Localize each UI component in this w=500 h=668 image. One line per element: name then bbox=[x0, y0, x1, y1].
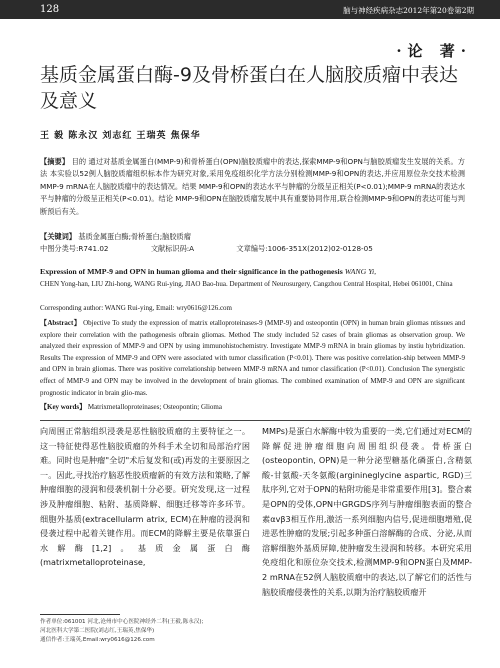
clc-number: 中图分类号:R741.02 bbox=[40, 244, 109, 253]
english-abstract-label: 【Abstract】 bbox=[40, 319, 82, 327]
corresponding-author: Corresponding author: WANG Rui-ying, Email: wry0616@126.com bbox=[40, 304, 232, 312]
english-keywords bbox=[40, 402, 222, 412]
english-abstract-text: Objective To study the expression of matrix etalloproteinases-9 (MMP-9) and osteopontin (OPN) in human brain gliomas ntissues and explore their correlation with the pathogenesis ofbrain gliomas. Method The study included 52 cases of brain gliomas as observation group. We analyzed their expression of MMP-9 and OPN by using immunohistochemistry. Investigate MMP-9 mRNA in brain gliomas by instiu hybridization. Results The expression of MMP-9 and OPN were associated with tumor classification (P<0.01). There was positive correlation-ship between MMP-9 and OPN in brain gliomas. There was positive correlationship between MMP-9 mRNA and tumor classification (P<0.01). Conclusion The synergistic effect of MMP-9 and OPN may be involved in the development of brain gliomas. The combined examination of MMP-9 and OPN are significant prognostic indicator in brain glio-mas. bbox=[40, 319, 465, 397]
footnote bbox=[40, 618, 250, 646]
section-tag: ·论 著· bbox=[396, 42, 472, 60]
english-keywords-text: Matrixmetalloproteinases; Osteopontin; Glioma bbox=[87, 403, 222, 411]
english-abstract bbox=[40, 318, 465, 399]
body-column-right: MMPs)是蛋白水解酶中较为重要的一类,它们通过对ECM的降解促进肿瘤细胞向周围组织侵袭。骨桥蛋白(osteopontin, OPN)是一种分泌型糖基化磷蛋白,含精氨酸-甘氨酸-天冬氨酸(arginineglycine aspartic, RGD)三肽序列,它对于OPN的粘附功能是非常重要作用[3]。整合素是OPN的受体,OPN中GRGDS序列与肿瘤细胞表面的整合素αvβ3相互作用,激活一系列细胞内信号,促进细胞增殖,促进恶性肿瘤的发展;引起多种蛋白溶解酶的合成、分泌,从而溶解细胞外基质屏障,使肿瘤发生浸润和转移。本研究采用免疫组化和原位杂交技术,检测MMP-9和OPN蛋白及MMP-2 mRNA在52例人脑胶质瘤中的表达,以了解它们的活性与脑胶质瘤侵袭性的关系,以期为治疗脑胶质瘤开 bbox=[262, 426, 472, 597]
english-keywords-label: 【Key words】 bbox=[40, 403, 87, 411]
article-title: 基质金属蛋白酶-9及骨桥蛋白在人脑胶质瘤中表达及意义 bbox=[40, 64, 458, 112]
abstract-label: 【摘要】 bbox=[40, 157, 70, 166]
document-code: 文献标识码:A bbox=[150, 244, 195, 253]
author-list: 王 毅 陈永汉 刘志红 王瑞英 焦保华 bbox=[40, 131, 201, 141]
keywords-text: 基质金属蛋白酶;骨桥蛋白;脑胶质瘤 bbox=[78, 232, 191, 241]
journal-info: 脑与神经疾病杂志2012年第20卷第2期 bbox=[343, 6, 474, 15]
footnote-affiliation-2: 河北医科大学第二医院(刘志红,王瑞英,焦保华) bbox=[40, 628, 155, 635]
english-title-text: Expression of MMP-9 and OPN in human glioma and their significance in the pathogenesis bbox=[40, 267, 343, 276]
english-authors: CHEN Yong-han, LIU Zhi-hong, WANG Rui-ying, JIAO Bao-hua. Department of Neurosurgery, Cangzhou Central Hospital, Hebei 061001, China bbox=[40, 280, 453, 288]
article-number: 文章编号:1006-351X(2012)02-0128-05 bbox=[236, 244, 373, 253]
english-first-author: WANG Yi, bbox=[344, 267, 377, 276]
footnote-correspondence: 通信作者:王瑞英,Email:wry0616@126.com bbox=[40, 637, 155, 644]
abstract-text: 目的 通过对基质金属蛋白(MMP-9)和骨桥蛋白(OPN)脑胶质瘤中的表达,探索MMP-9和OPN与脑胶质瘤发生发展的关系。方法 本实验以52例人脑胶质瘤组织标本作为研究对象,采用免疫组织化学方法分别检测MMP-9和OPN的表达,并应用原位杂交技术检测MMP-9 mRNA在人脑胶质瘤中的表达情况。结果 MMP-9和OPN的表达水平与肿瘤的分级呈正相关(P<0.01);MMP-9 mRNA的表达水平与肿瘤的分级呈正相关(P<0.01)。结论 MMP-9和OPN在脑胶质瘤发展中具有重要协同作用,联合检测MMP-9和OPN的表达可能与判断预后有关。 bbox=[40, 157, 465, 216]
english-title bbox=[40, 266, 460, 277]
running-header bbox=[0, 0, 500, 19]
keywords-label: 【关键词】 bbox=[40, 232, 76, 241]
chinese-abstract bbox=[40, 156, 465, 218]
page-number: 128 bbox=[40, 4, 60, 15]
chinese-keywords bbox=[40, 232, 191, 242]
classification-line bbox=[40, 244, 465, 254]
footnote-affiliation-1: 作者单位:061001 河北,沧州市中心医院神经外二科(王毅,陈永汉); bbox=[40, 619, 204, 625]
body-column-left: 向周围正常脑组织浸袭是恶性脑胶质瘤的主要特征之一。这一特征使得恶性脑胶质瘤的外科手术全切和局部治疗困难。同时也是肿瘤"全切"术后复发和(或)再发的主要原因之一。因此,寻找治疗脑恶性胶质瘤新的有效方法和策略,了解肿瘤细胞的浸润和侵袭机制十分必要。研究发现,这一过程涉及肿瘤细胞、粘附、基质降解、细胞迁移等许多环节。细胞外基质(extracellularm atrix, ECM)在肿瘤的浸润和侵袭过程中起着关键作用。而ECM的降解主要是依靠蛋白水解酶[1,2]。基质金属蛋白酶(matrixmetalloproteinase, bbox=[40, 426, 250, 568]
footnote-divider bbox=[40, 614, 120, 615]
abstract-divider bbox=[40, 420, 470, 421]
